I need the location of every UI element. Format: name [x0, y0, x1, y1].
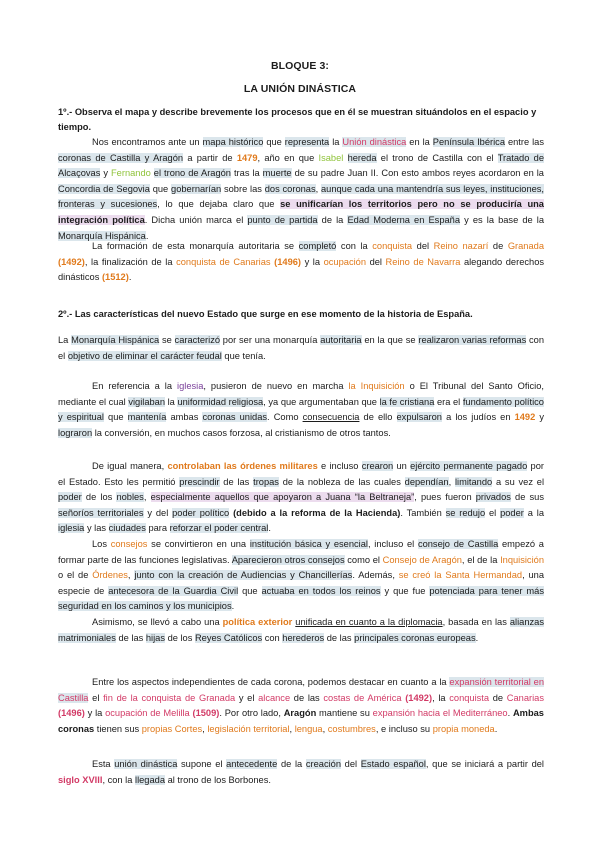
highlighted-text: la fe cristiana — [379, 396, 435, 407]
highlighted-text: Inquisición — [500, 554, 544, 565]
text-run: que tenía. — [221, 350, 266, 361]
highlighted-text: (1509) — [192, 708, 220, 719]
highlighted-text: antecedente — [226, 759, 278, 769]
highlighted-text: coronas unidas — [202, 412, 268, 423]
text-run: del — [412, 241, 434, 251]
text-run: el trono de Castilla con el — [376, 152, 498, 163]
highlighted-text: se redujo — [445, 507, 486, 518]
highlighted-text: (1512) — [101, 272, 129, 283]
text-run: , la finalización de la — [84, 256, 177, 267]
paragraph-2 — [58, 239, 544, 286]
text-run: o El Tribunal del Santo Oficio, mediante el cual — [58, 381, 545, 407]
text-run: en la — [406, 137, 433, 147]
highlighted-text: Monarquía Hispánica — [71, 335, 160, 345]
highlighted-text: 1492 — [514, 412, 536, 423]
highlighted-text: iglesia — [177, 381, 204, 391]
highlighted-text: expulsaron — [396, 412, 442, 423]
highlighted-text: Concordia de Segovia — [58, 183, 150, 194]
text-run: el — [88, 692, 104, 703]
highlighted-text: institución básica y esencial — [249, 539, 368, 549]
paragraph-5 — [58, 459, 544, 537]
highlighted-text: Isabel — [318, 152, 344, 163]
text-run: al trono de los Borbones. — [164, 774, 271, 785]
highlighted-text: uniformidad religiosa — [177, 396, 264, 407]
text-run: de — [488, 241, 508, 251]
text-run: de la — [317, 214, 348, 225]
highlighted-text: fin de la conquista de Granada — [103, 692, 236, 703]
text-run: , con la — [102, 774, 135, 785]
text-run: . Dicha unión marca el — [144, 214, 248, 225]
text-run: , — [127, 570, 135, 581]
text-run: de su padre Juan II. Con esto ambos reyes acordaron en la — [291, 168, 544, 179]
text-run: de — [489, 692, 507, 703]
text-run: , — [289, 723, 295, 734]
text-run: , ya que argumentaban que — [263, 396, 380, 407]
highlighted-text: actuaba en todos los reinos — [261, 585, 381, 596]
highlighted-text: Aparecieron otros consejos — [231, 554, 345, 565]
text-run: y es la base de la — [460, 214, 545, 225]
highlighted-text: consejo de Castilla — [417, 539, 499, 549]
text-run: y — [100, 168, 111, 179]
text-run: que — [263, 137, 285, 147]
text-run: . — [268, 523, 271, 534]
highlighted-text: Consejo de Aragón — [382, 554, 462, 565]
highlighted-text: autoritaria — [320, 335, 362, 345]
highlighted-text: Ambas coronas — [58, 708, 544, 734]
highlighted-text: la Inquisición — [348, 381, 405, 391]
highlighted-text: Fernando — [111, 168, 151, 179]
highlighted-text: expansión hacia el Mediterráneo — [372, 708, 508, 719]
highlighted-text: crearon — [361, 461, 394, 471]
highlighted-text: (1492) — [405, 692, 433, 703]
text-run: de las — [115, 632, 146, 643]
document-subtitle: LA UNIÓN DINÁSTICA — [243, 83, 357, 95]
highlighted-text: conquista — [372, 241, 413, 251]
highlighted-text: expansión territorial en Castilla — [58, 677, 544, 703]
text-run: tras la — [230, 168, 263, 179]
highlighted-text: reforzar el poder central — [169, 523, 269, 534]
highlighted-text: propia moneda — [432, 723, 495, 734]
text-run: , — [448, 476, 455, 487]
highlighted-text: aunque cada una mantendría sus leyes, instituciones, fronteras y sucesiones — [58, 183, 545, 210]
text-run: Entre los aspectos independientes de cada corona, podemos destacar en cuanto a la — [92, 677, 450, 687]
highlighted-text: muerte — [262, 168, 292, 179]
text-run: supone el — [177, 759, 227, 769]
text-run: se convirtieron en una — [147, 539, 250, 549]
text-run: del — [366, 256, 386, 267]
text-run: de sus — [510, 492, 544, 503]
text-run: con el — [58, 335, 544, 361]
highlighted-text: política exterior — [222, 617, 293, 627]
highlighted-text: Aragón — [283, 708, 317, 719]
text-run: como el — [344, 554, 383, 565]
text-run: el — [485, 507, 501, 518]
text-run: , año en que — [257, 152, 319, 163]
text-run: la — [329, 137, 343, 147]
text-run: y del — [143, 507, 173, 518]
paragraph-3 — [58, 333, 544, 364]
highlighted-text: Península Ibérica — [432, 137, 506, 147]
highlighted-text: Reino de Navarra — [385, 256, 461, 267]
highlighted-text: fundamento político y espiritual — [58, 396, 544, 423]
highlighted-text: gobernarían — [171, 183, 222, 194]
text-run: De igual manera, — [92, 461, 168, 471]
highlighted-text: objetivo de eliminar el carácter feudal — [67, 350, 222, 361]
text-run: era el — [434, 396, 463, 407]
text-run: de los — [81, 492, 117, 503]
highlighted-text: el trono de Aragón — [153, 168, 231, 179]
highlighted-text: limitando — [454, 476, 493, 487]
highlighted-text: ejército permanente pagado — [410, 461, 528, 471]
highlighted-text: especialmente aquellos que apoyaron a Juana “la Beltraneja” — [150, 492, 415, 503]
text-run: . Como — [267, 412, 303, 423]
text-run: a los judíos en — [441, 412, 515, 423]
highlighted-text: costumbres — [327, 723, 376, 734]
text-run: . — [494, 723, 498, 734]
highlighted-text: propias Cortes — [141, 723, 203, 734]
text-run: . — [128, 272, 132, 283]
text-run: , — [315, 183, 321, 194]
highlighted-text: punto de partida — [247, 214, 318, 225]
text-run: alegando derechos dinásticos — [58, 256, 545, 283]
question-2: 2º.- Las características del nuevo Estado que surge en ese momento de la historia de España. — [58, 309, 473, 319]
text-run: y el — [235, 692, 259, 703]
highlighted-text: legislación territorial — [207, 723, 290, 734]
text-run: que — [238, 585, 262, 596]
text-run: , pusieron de nuevo en marcha — [203, 381, 349, 391]
text-run: , lo que dejaba claro que — [157, 199, 281, 210]
text-run: , — [322, 723, 328, 734]
text-run: de la nobleza de las cuales — [278, 476, 405, 487]
highlighted-text: hijas — [145, 632, 165, 643]
highlighted-text: (1492) — [58, 256, 85, 267]
text-run: . — [231, 601, 235, 612]
highlighted-text: ciudades — [108, 523, 146, 534]
highlighted-text: Granada — [507, 241, 544, 251]
highlighted-text: mantenía — [127, 412, 167, 423]
text-run: con la — [336, 241, 373, 251]
paragraph-6 — [58, 537, 544, 615]
text-run: de las — [290, 692, 324, 703]
highlighted-text: Reino nazarí — [433, 241, 489, 251]
text-run: la — [165, 396, 178, 407]
text-run: empezó a formar parte de las funciones legislativas. — [58, 539, 544, 565]
question-1: 1º.- Observa el mapa y describe brevemente los procesos que en él se muestran situándolos en el espacio y tiempo. — [58, 107, 537, 132]
text-run: sobre las — [221, 183, 265, 194]
paragraph-7 — [58, 615, 544, 646]
highlighted-text: lograron — [58, 427, 93, 438]
text-run: tienen sus — [94, 723, 142, 734]
text-run: mantiene su — [316, 708, 373, 719]
text-run: . — [507, 708, 513, 719]
highlighted-text: (debido a la reforma de la Hacienda) — [233, 507, 401, 518]
text-run: , la — [432, 692, 450, 703]
highlighted-text: caracterizó — [174, 335, 221, 345]
document-title: BLOQUE 3: — [270, 60, 330, 72]
text-run: de las — [324, 632, 355, 643]
highlighted-text: coronas de Castilla y Aragón — [58, 152, 184, 163]
text-run: y — [535, 412, 545, 423]
highlighted-text: señoríos territoriales — [58, 507, 144, 518]
text-run: , e incluso su — [375, 723, 433, 734]
highlighted-text: prescindir — [179, 476, 220, 487]
highlighted-text: privados — [475, 492, 511, 503]
highlighted-text: Reyes Católicos — [194, 632, 263, 643]
text-run: y la — [301, 256, 324, 267]
text-run: Los — [92, 539, 111, 549]
text-run: en la que se — [361, 335, 419, 345]
highlighted-text: Tratado de Alcaçovas — [58, 152, 544, 179]
highlighted-text: Edad Moderna en España — [347, 214, 461, 225]
text-run: para — [145, 523, 170, 534]
highlighted-text: dos coronas — [264, 183, 316, 194]
text-run: de las — [219, 476, 254, 487]
highlighted-text: consecuencia — [302, 412, 360, 423]
text-run: por el Estado. Esto les permitió — [58, 461, 544, 487]
highlighted-text: siglo XVIII — [58, 774, 103, 785]
text-run: o el de — [58, 570, 93, 581]
text-run: Nos encontramos ante un — [92, 137, 203, 147]
text-run: la conversión, en muchos casos forzosa, al cristianismo de otros tantos. — [92, 427, 391, 438]
text-run: con — [262, 632, 283, 643]
text-run: que — [103, 412, 128, 423]
text-run: e incluso — [317, 461, 362, 471]
highlighted-text: poder — [500, 507, 524, 518]
highlighted-text: 1479 — [236, 152, 258, 163]
text-run: de la — [277, 759, 306, 769]
highlighted-text: (1496) — [274, 256, 302, 267]
text-run: y que fue — [380, 585, 430, 596]
text-run: . También — [400, 507, 446, 518]
highlighted-text: controlaban las órdenes militares — [167, 461, 318, 471]
highlighted-text: poder político — [172, 507, 230, 518]
highlighted-text: potenciada para tener más seguridad en los caminos y los municipios — [58, 585, 544, 612]
highlighted-text: Canarias — [506, 692, 544, 703]
text-run: , pues fueron — [414, 492, 476, 503]
highlighted-text: (1496) — [58, 708, 85, 719]
text-run: La formación de esta monarquía autoritaria se — [92, 241, 299, 251]
text-run: y las — [84, 523, 109, 534]
text-run: . Además, — [352, 570, 399, 581]
highlighted-text: alcance — [258, 692, 291, 703]
highlighted-text: Unión dinástica — [342, 137, 407, 147]
highlighted-text: Órdenes — [92, 570, 128, 581]
highlighted-text: herederos — [282, 632, 325, 643]
highlighted-text: principales coronas europeas — [354, 632, 476, 643]
paragraph-9 — [58, 757, 544, 788]
highlighted-text: junto con la creación de Audiencias y Chancillerías — [134, 570, 353, 581]
highlighted-text: hereda — [347, 152, 377, 163]
highlighted-text: se creó la Santa Hermandad — [398, 570, 523, 581]
highlighted-text: unificada en cuanto a la diplomacia — [295, 617, 443, 627]
highlighted-text: costas de América — [323, 692, 402, 703]
highlighted-text: iglesia — [58, 523, 85, 534]
text-run: a partir de — [183, 152, 237, 163]
highlighted-text: representa — [284, 137, 330, 147]
highlighted-text: lengua — [294, 723, 323, 734]
text-run: por ser una monarquía — [220, 335, 321, 345]
text-run: Asimismo, se llevó a cabo una — [92, 617, 223, 627]
text-run: de ello — [359, 412, 397, 423]
text-run: que — [149, 183, 172, 194]
text-run — [343, 153, 347, 163]
highlighted-text: antecesora de la Guardia Civil — [108, 585, 239, 596]
highlighted-text: nobles — [116, 492, 144, 503]
text-run: , una especie de — [58, 570, 544, 596]
text-run: . — [145, 230, 149, 241]
highlighted-text: realizaron varias reformas — [418, 335, 527, 345]
highlighted-text: vigilaban — [128, 396, 166, 407]
highlighted-text: unión dinástica — [114, 759, 178, 769]
highlighted-text: mapa histórico — [202, 137, 264, 147]
highlighted-text: consejos — [110, 539, 148, 549]
text-run: , que se iniciará a partir del — [425, 759, 544, 769]
text-run: entre las — [505, 137, 544, 147]
highlighted-text: conquista de Canarias — [176, 256, 271, 267]
highlighted-text: dependían — [404, 476, 449, 487]
text-run: La — [58, 335, 72, 345]
text-run: . Por otro lado, — [219, 708, 284, 719]
highlighted-text: ocupación — [323, 256, 366, 267]
paragraph-8 — [58, 675, 544, 737]
text-run: , — [202, 723, 208, 734]
text-run: del — [341, 759, 361, 769]
highlighted-text: alianzas matrimoniales — [58, 617, 544, 643]
text-run: se — [159, 335, 175, 345]
highlighted-text: conquista — [449, 692, 490, 703]
paragraph-4 — [58, 379, 544, 441]
highlighted-text: Estado español — [360, 759, 426, 769]
highlighted-text: ocupación de Melilla — [105, 708, 190, 719]
text-run: ambas — [166, 412, 203, 423]
highlighted-text: llegada — [135, 774, 165, 785]
highlighted-text: creación — [305, 759, 341, 769]
paragraph-1 — [58, 135, 544, 244]
highlighted-text: completó — [298, 241, 337, 251]
text-run: de los — [164, 632, 195, 643]
text-run: a la — [523, 507, 544, 518]
text-run: y la — [84, 708, 106, 719]
highlighted-text: tropas — [253, 476, 279, 487]
highlighted-text: Monarquía Hispánica — [58, 230, 146, 241]
text-run: , el de la — [461, 554, 501, 565]
text-run: En referencia a la — [92, 381, 178, 391]
text-run: un — [393, 461, 411, 471]
highlighted-text: se unificarían los territorios pero no se produciría una integración política — [58, 199, 544, 225]
text-run: . — [475, 632, 479, 643]
text-run: Esta — [92, 759, 115, 769]
text-run: a su vez el — [492, 476, 545, 487]
text-run: , — [143, 492, 151, 503]
text-run: , basada en las — [442, 617, 510, 627]
highlighted-text: poder — [58, 492, 82, 503]
text-run: , incluso el — [367, 539, 418, 549]
